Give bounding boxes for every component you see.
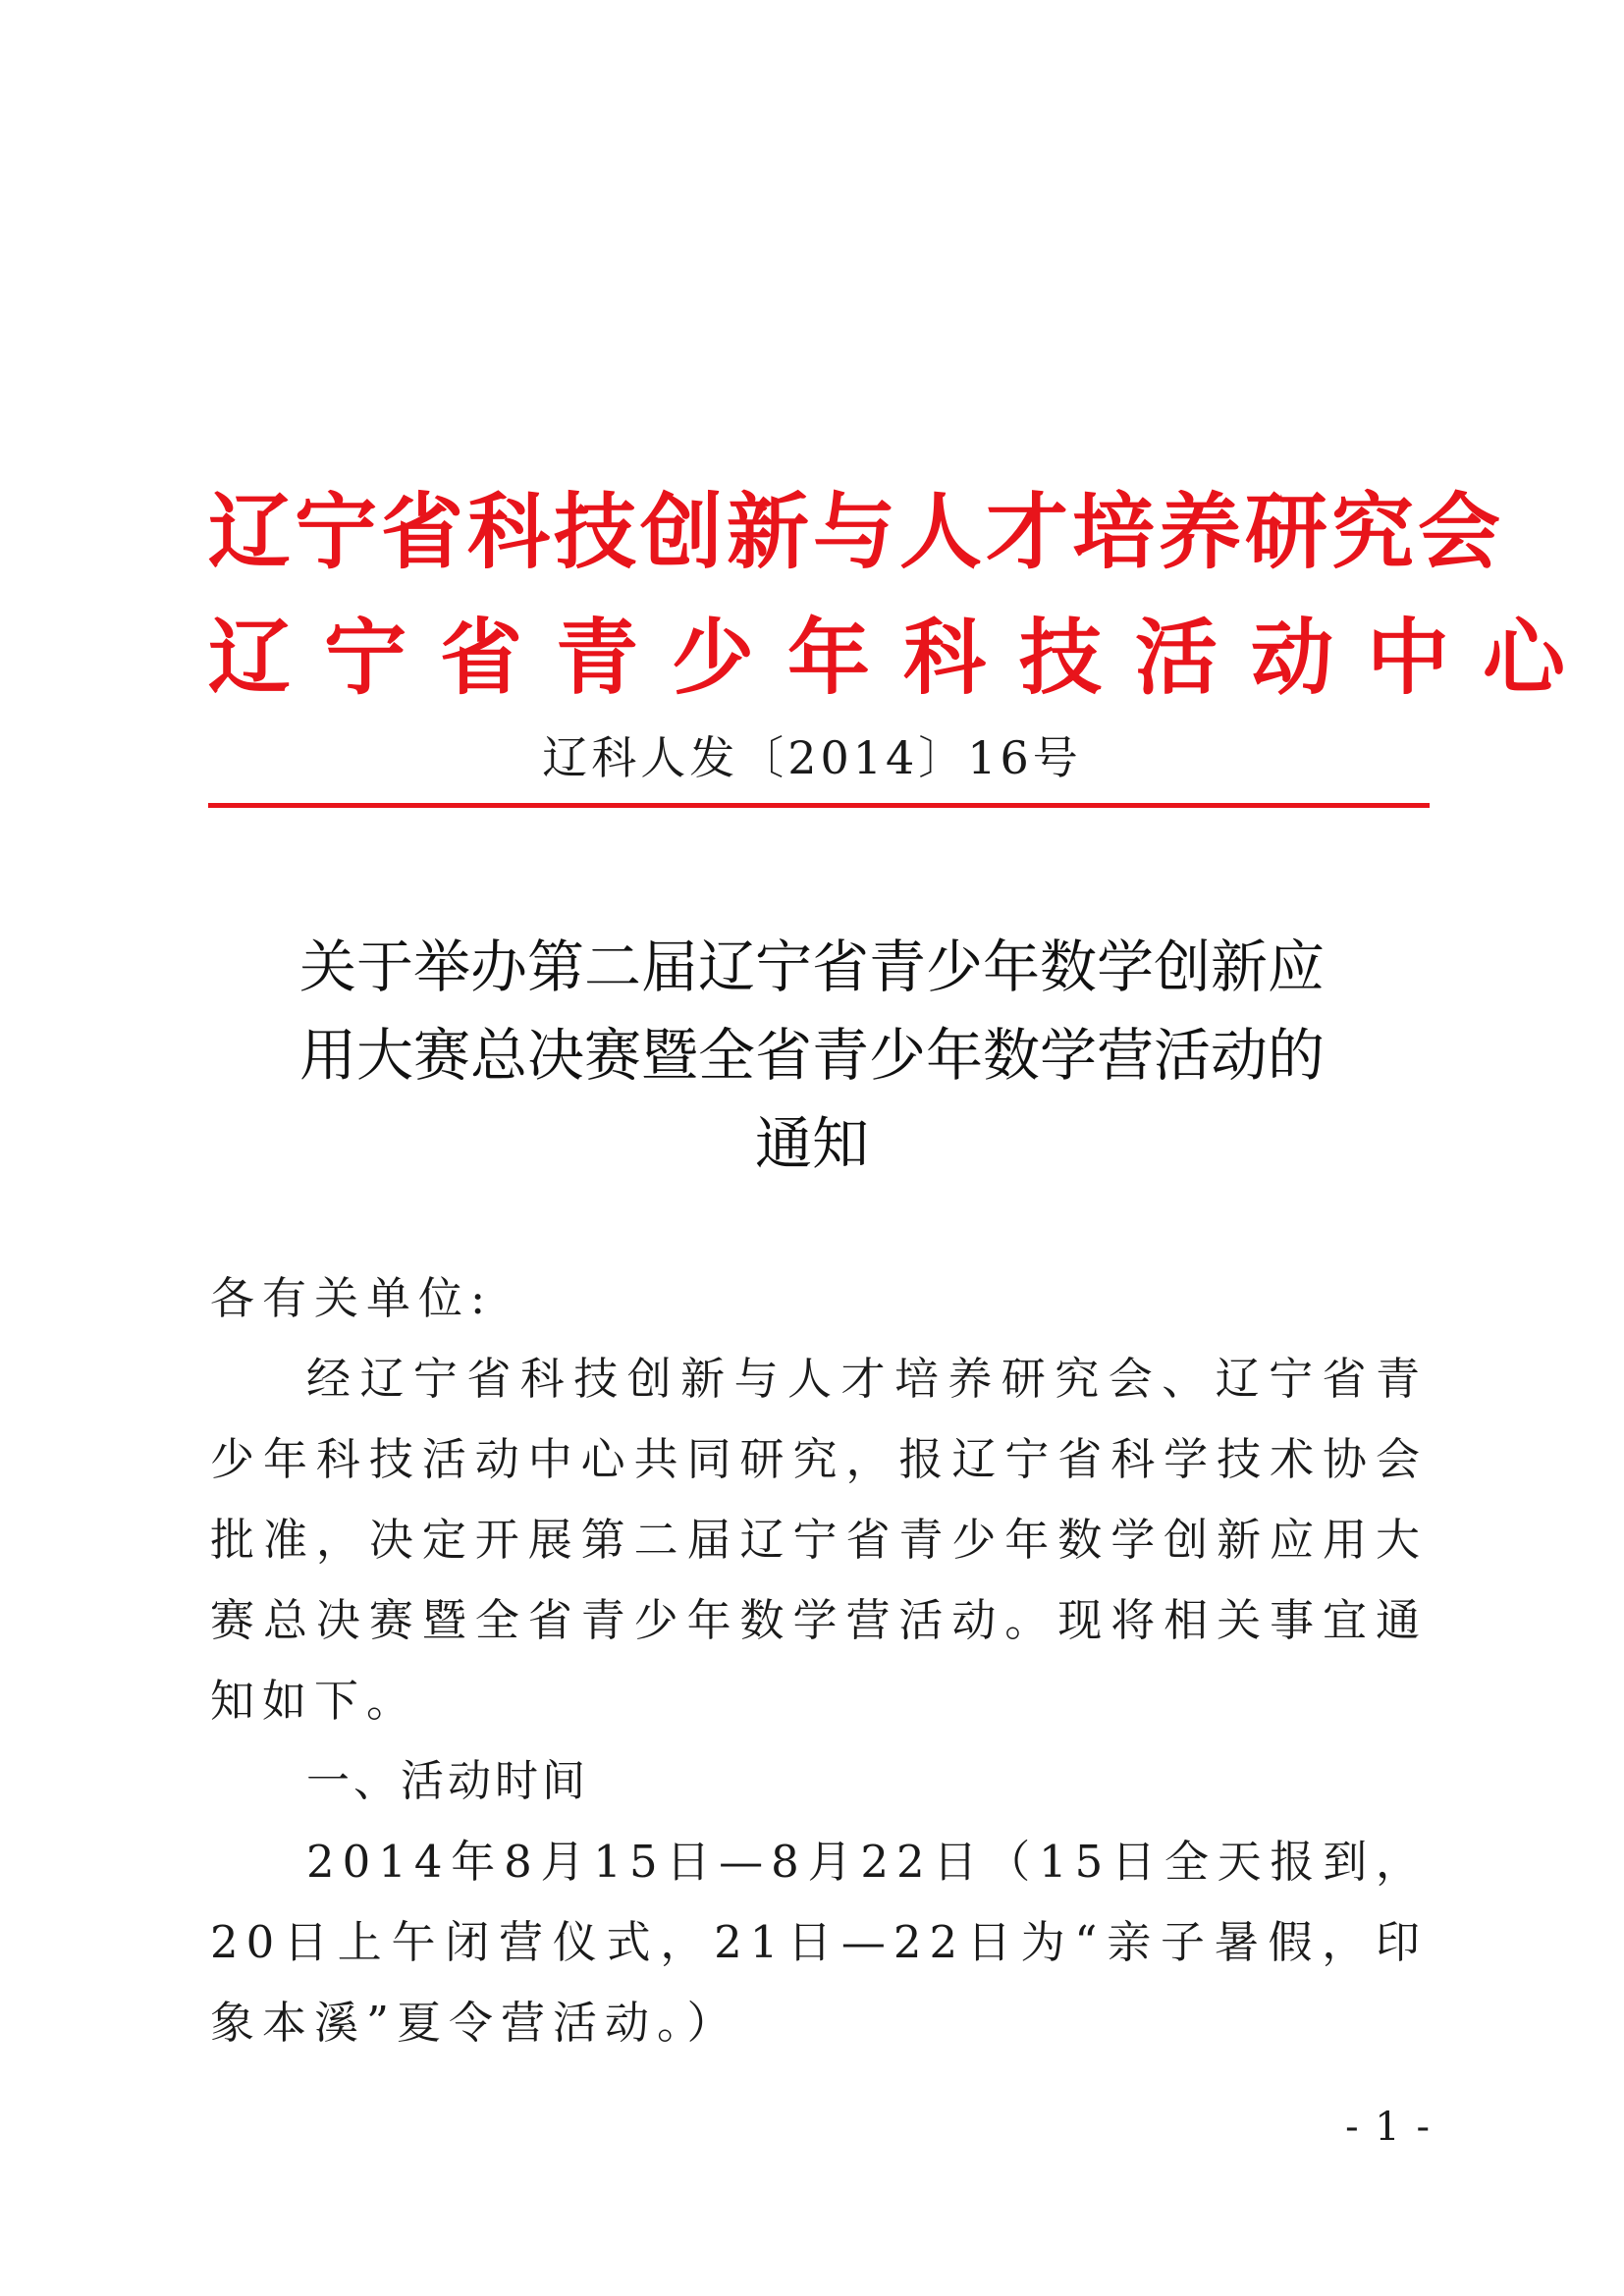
activity-time-paragraph: 2014年8月15日—8月22日（15日全天报到，20日上午闭营仪式，21日—22日为“亲子暑假，印象本溪”夏令营活动。） — [210, 1836, 1428, 2049]
intro-paragraph: 经辽宁省科技创新与人才培养研究会、辽宁省青少年科技活动中心共同研究，报辽宁省科学技术协会批准，决定开展第二届辽宁省青少年数学创新应用大赛总决赛暨全省青少年数学营活动。现将相关事宜通知如下。 — [210, 1353, 1428, 1727]
document-title — [226, 923, 1398, 1188]
document-number: 辽科人发〔2014〕16号 — [542, 731, 1082, 784]
salutation: 各有关单位: — [210, 1272, 494, 1324]
section-heading-activity-time: 一、活动时间 — [306, 1756, 589, 1806]
title-line-3: 通知 — [754, 1110, 869, 1177]
title-line-2: 用大赛总决赛暨全省青少年数学营活动的 — [298, 1022, 1325, 1089]
issuing-org-2: 辽宁省青少年科技活动中心 — [208, 610, 1599, 706]
header-divider — [208, 803, 1430, 808]
issuing-org-1: 辽宁省科技创新与人才培养研究会 — [208, 484, 1505, 580]
document-body — [210, 1258, 1428, 2063]
page-number: - 1 - — [1345, 2105, 1432, 2150]
title-line-1: 关于举办第二届辽宁省青少年数学创新应 — [298, 934, 1325, 1000]
